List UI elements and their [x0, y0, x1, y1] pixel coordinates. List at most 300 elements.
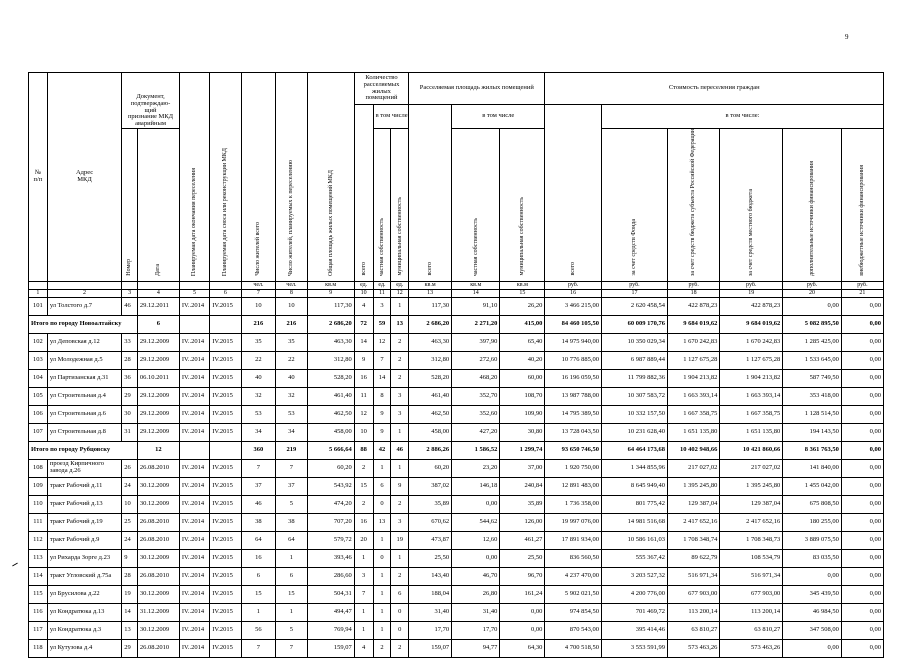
column-number-cell: 21: [841, 289, 883, 297]
table-cell: 53: [241, 405, 276, 423]
header-rooms-total: всего: [360, 262, 367, 276]
table-cell: 0,00: [841, 297, 883, 315]
table-cell: 10 350 029,34: [601, 333, 667, 351]
table-cell: 6: [276, 567, 307, 585]
table-cell: 64 464 173,68: [601, 441, 667, 459]
table-cell: 2: [391, 495, 409, 513]
table-cell: IV.2015: [210, 333, 241, 351]
address-cell: тракт Рабочий д.19: [47, 513, 121, 531]
table-cell: 115: [29, 585, 48, 603]
table-cell: 1: [373, 585, 391, 603]
header-rooms-total-cell: [354, 105, 373, 282]
unit-cell: [29, 281, 48, 289]
table-cell: 474,20: [307, 495, 354, 513]
header-rooms-count: Количество расселяемых жилых помещений: [354, 73, 408, 105]
table-cell: 2: [373, 639, 391, 657]
table-cell: 579,72: [307, 531, 354, 549]
table-cell: 5 082 895,50: [783, 315, 842, 333]
header-region-budget: за счет средств бюджета субъекта Российской Федерации: [690, 129, 697, 276]
table-cell: 60,20: [307, 459, 354, 477]
header-extrabudget-cell: [841, 129, 883, 282]
table-cell: 458,00: [409, 423, 452, 441]
table-cell: 312,80: [409, 351, 452, 369]
address-cell: тракт Рабочий д.13: [47, 495, 121, 513]
header-cost-total: всего: [570, 262, 577, 276]
address-cell: тракт Угловский д.75а: [47, 567, 121, 585]
table-cell: 312,80: [307, 351, 354, 369]
table-cell: 352,60: [452, 405, 500, 423]
table-cell: 0,00: [783, 639, 842, 657]
header-doc-date-cell: [137, 129, 179, 282]
table-cell: 83 035,50: [783, 549, 842, 567]
table-row: [29, 351, 884, 369]
table-row: [29, 387, 884, 405]
address-cell: тракт Рабочий д.9: [47, 531, 121, 549]
table-cell: 2: [354, 495, 373, 513]
table-cell: 108,70: [500, 387, 545, 405]
unit-cell: руб.: [783, 281, 842, 289]
table-cell: 5 902 021,50: [545, 585, 602, 603]
table-row: [29, 459, 884, 477]
table-cell: 20: [354, 531, 373, 549]
table-cell: 37: [241, 477, 276, 495]
table-cell: 14: [373, 369, 391, 387]
table-cell: 29.12.2009: [137, 351, 179, 369]
table-cell: 108 534,79: [720, 549, 783, 567]
column-number-cell: 11: [373, 289, 391, 297]
table-cell: 1 708 348,74: [667, 531, 719, 549]
table-cell: 84 460 105,50: [545, 315, 602, 333]
table-cell: 107: [29, 423, 48, 441]
header-area-total-cell: [409, 105, 452, 282]
table-cell: 25,50: [409, 549, 452, 567]
table-cell: 0,00: [783, 567, 842, 585]
table-cell: IV..2014: [179, 621, 209, 639]
header-cost: Стоимость переселения граждан: [545, 73, 884, 105]
table-cell: 12: [137, 441, 179, 459]
table-cell: 4 200 776,00: [601, 585, 667, 603]
table-cell: 6: [373, 477, 391, 495]
table-cell: 219: [276, 441, 307, 459]
table-cell: 32: [276, 387, 307, 405]
table-cell: 587 749,50: [783, 369, 842, 387]
table-cell: 10 402 948,66: [667, 441, 719, 459]
table-cell: 353 418,00: [783, 387, 842, 405]
address-cell: ул Молодежная д.5: [47, 351, 121, 369]
table-cell: IV..2014: [179, 423, 209, 441]
table-cell: 16: [354, 513, 373, 531]
header-area-relocated: Расселяемая площадь жилых помещений: [409, 73, 545, 105]
table-cell: 35: [276, 333, 307, 351]
column-number-cell: 6: [210, 289, 241, 297]
table-cell: IV.2015: [210, 603, 241, 621]
header-planned-demolition: Планируемая дата сноса или реконструкции МКД: [222, 147, 229, 276]
table-cell: 0: [391, 621, 409, 639]
table-cell: 12,60: [452, 531, 500, 549]
table-cell: 461,27: [500, 531, 545, 549]
table-cell: 34: [276, 423, 307, 441]
table-cell: 461,40: [409, 387, 452, 405]
table-cell: 28: [122, 351, 138, 369]
table-cell: 30.12.2009: [137, 549, 179, 567]
header-no: № п/п: [29, 73, 48, 282]
table-cell: 2: [391, 333, 409, 351]
table-row: [29, 513, 884, 531]
table-cell: IV..2014: [179, 387, 209, 405]
table-cell: [210, 441, 241, 459]
table-cell: 2 417 652,16: [720, 513, 783, 531]
table-cell: 1 670 242,83: [720, 333, 783, 351]
unit-cell: руб.: [601, 281, 667, 289]
table-cell: 2 620 458,54: [601, 297, 667, 315]
table-cell: 8: [373, 387, 391, 405]
table-cell: IV.2015: [210, 513, 241, 531]
header-extra-sources-cell: [783, 129, 842, 282]
table-cell: 89 622,79: [667, 549, 719, 567]
table-cell: 415,00: [500, 315, 545, 333]
table-cell: 0,00: [841, 351, 883, 369]
table-cell: 516 971,34: [667, 567, 719, 585]
table-cell: 53: [276, 405, 307, 423]
table-cell: 19 997 076,00: [545, 513, 602, 531]
address-cell: ул Деповская д.12: [47, 333, 121, 351]
table-cell: 194 143,50: [783, 423, 842, 441]
page-number: 9: [845, 33, 849, 41]
table-cell: 104: [29, 369, 48, 387]
table-cell: 3 466 215,00: [545, 297, 602, 315]
unit-cell: [122, 281, 138, 289]
table-cell: 29.12.2009: [137, 333, 179, 351]
table-cell: 3 553 591,99: [601, 639, 667, 657]
table-cell: 0,00: [841, 639, 883, 657]
header-doc-number-cell: [122, 129, 138, 282]
table-cell: 13: [122, 621, 138, 639]
table-cell: 2: [354, 459, 373, 477]
table-cell: 114: [29, 567, 48, 585]
table-row: [29, 405, 884, 423]
table-cell: 494,47: [307, 603, 354, 621]
table-cell: 64: [241, 531, 276, 549]
table-cell: 422 878,23: [720, 297, 783, 315]
table-cell: 0,00: [500, 621, 545, 639]
table-cell: [179, 315, 209, 333]
table-cell: 1 533 645,00: [783, 351, 842, 369]
table-cell: 3: [354, 567, 373, 585]
table-cell: 9: [354, 351, 373, 369]
header-document: Документ, подтверждаю- щий признание МКД аварийным: [122, 73, 180, 129]
table-cell: IV..2014: [179, 369, 209, 387]
table-cell: 528,20: [307, 369, 354, 387]
table-cell: 15: [354, 477, 373, 495]
table-cell: 29.12.2011: [137, 297, 179, 315]
table-cell: IV..2014: [179, 639, 209, 657]
table-row: [29, 567, 884, 585]
table-cell: 10 421 860,66: [720, 441, 783, 459]
table-cell: 6 987 889,44: [601, 351, 667, 369]
table-row: [29, 369, 884, 387]
table-cell: 159,07: [409, 639, 452, 657]
header-area-private: частная собственность: [472, 217, 479, 276]
table-cell: 2: [391, 567, 409, 585]
table-cell: 109,90: [500, 405, 545, 423]
table-cell: 0: [373, 549, 391, 567]
table-cell: 30: [122, 405, 138, 423]
table-cell: 427,20: [452, 423, 500, 441]
table-cell: 5 666,64: [307, 441, 354, 459]
table-row: [29, 423, 884, 441]
table-cell: 6: [137, 315, 179, 333]
address-cell: ул Кутузова д.4: [47, 639, 121, 657]
table-cell: 26.08.2010: [137, 513, 179, 531]
address-cell: ул Строительная д.4: [47, 387, 121, 405]
table-cell: IV.2015: [210, 351, 241, 369]
table-cell: 9: [373, 423, 391, 441]
table-cell: 0: [391, 603, 409, 621]
header-planned-demolition-cell: [210, 73, 241, 282]
table-cell: 3: [391, 405, 409, 423]
table-row: [29, 603, 884, 621]
table-cell: 117,30: [409, 297, 452, 315]
table-cell: 35: [241, 333, 276, 351]
header-residents-total-cell: [241, 73, 276, 282]
table-cell: 217 027,02: [720, 459, 783, 477]
table-cell: 17,70: [409, 621, 452, 639]
table-cell: 29: [122, 387, 138, 405]
table-cell: 102: [29, 333, 48, 351]
table-cell: 16: [354, 369, 373, 387]
table-cell: 32: [241, 387, 276, 405]
table-cell: 2 886,26: [409, 441, 452, 459]
unit-cell: руб.: [667, 281, 719, 289]
table-cell: 26: [122, 459, 138, 477]
table-cell: 24: [122, 531, 138, 549]
table-cell: 13: [373, 513, 391, 531]
header-local-budget: за счет средств местного бюджета: [748, 188, 755, 276]
column-numbers-row: [29, 289, 884, 297]
table-cell: IV..2014: [179, 297, 209, 315]
table-cell: 0,00: [841, 405, 883, 423]
table-cell: 1: [373, 567, 391, 585]
table-cell: 0,00: [841, 531, 883, 549]
table-cell: 1: [354, 603, 373, 621]
table-cell: 10 776 885,00: [545, 351, 602, 369]
table-cell: 10 332 157,50: [601, 405, 667, 423]
column-number-cell: 3: [122, 289, 138, 297]
table-cell: 10 307 583,72: [601, 387, 667, 405]
table-cell: IV..2014: [179, 495, 209, 513]
table-cell: 1 663 393,14: [720, 387, 783, 405]
table-cell: 0,00: [841, 315, 883, 333]
table-cell: 216: [241, 315, 276, 333]
table-cell: 26.08.2010: [137, 567, 179, 585]
table-cell: IV.2015: [210, 495, 241, 513]
table-cell: 29.12.2009: [137, 387, 179, 405]
table-cell: 108: [29, 459, 48, 477]
table-cell: 463,30: [409, 333, 452, 351]
table-cell: 1 904 213,82: [720, 369, 783, 387]
table-cell: 40: [276, 369, 307, 387]
table-cell: 1: [241, 603, 276, 621]
table-cell: 118: [29, 639, 48, 657]
table-cell: 1 904 213,82: [667, 369, 719, 387]
table-cell: 422 878,23: [667, 297, 719, 315]
table-cell: 25: [122, 513, 138, 531]
table-cell: 217 027,02: [667, 459, 719, 477]
table-cell: 6: [391, 585, 409, 603]
table-cell: 159,07: [307, 639, 354, 657]
units-row: [29, 281, 884, 289]
table-cell: 8 361 763,50: [783, 441, 842, 459]
unit-cell: кв.м: [409, 281, 452, 289]
table-cell: 30.12.2009: [137, 477, 179, 495]
table-cell: 26.08.2010: [137, 531, 179, 549]
table-cell: 0,00: [841, 603, 883, 621]
table-cell: 395 414,46: [601, 621, 667, 639]
table-cell: 46: [122, 297, 138, 315]
table-cell: 9 684 019,62: [667, 315, 719, 333]
table-cell: 111: [29, 513, 48, 531]
table-cell: 30.12.2009: [137, 585, 179, 603]
table-cell: 1 395 245,80: [667, 477, 719, 495]
table-cell: 24: [122, 477, 138, 495]
table-cell: 59: [373, 315, 391, 333]
table-cell: 1: [391, 459, 409, 477]
header-doc-number: Номер: [126, 259, 133, 276]
table-cell: 0,00: [841, 387, 883, 405]
table-row: [29, 531, 884, 549]
header-address: Адрес МКД: [47, 73, 121, 282]
table-cell: 0,00: [500, 603, 545, 621]
table-cell: 1: [276, 603, 307, 621]
column-number-cell: 17: [601, 289, 667, 297]
table-cell: 7: [276, 459, 307, 477]
header-extra-sources: дополнительные источники финансирования: [808, 160, 815, 276]
table-cell: 1: [373, 459, 391, 477]
table-cell: 2 417 652,16: [667, 513, 719, 531]
column-number-cell: 10: [354, 289, 373, 297]
table-cell: 1 708 348,73: [720, 531, 783, 549]
table-cell: 10 231 628,40: [601, 423, 667, 441]
table-cell: 707,20: [307, 513, 354, 531]
header-area-including: в том числе: [452, 105, 545, 129]
table-cell: 2: [391, 639, 409, 657]
table-cell: 286,60: [307, 567, 354, 585]
table-cell: 31.12.2009: [137, 603, 179, 621]
table-cell: 3: [391, 387, 409, 405]
table-cell: 0,00: [841, 369, 883, 387]
table-cell: 468,20: [452, 369, 500, 387]
table-cell: IV.2015: [210, 423, 241, 441]
table-cell: IV..2014: [179, 513, 209, 531]
table-cell: 345 439,50: [783, 585, 842, 603]
address-cell: ул Кондратюка д.3: [47, 621, 121, 639]
table-cell: 4 700 518,50: [545, 639, 602, 657]
table-cell: 3 203 527,32: [601, 567, 667, 585]
address-cell: тракт Рабочий д.11: [47, 477, 121, 495]
table-cell: 93 650 746,50: [545, 441, 602, 459]
header-rooms-private-cell: [373, 129, 391, 282]
unit-cell: [179, 281, 209, 289]
table-cell: 1 920 750,00: [545, 459, 602, 477]
total-row: [29, 315, 884, 333]
table-cell: 974 854,50: [545, 603, 602, 621]
table-row: [29, 621, 884, 639]
table-cell: 64,30: [500, 639, 545, 657]
table-cell: 463,30: [307, 333, 354, 351]
header-residents-planned-cell: [276, 73, 307, 282]
column-number-cell: 20: [783, 289, 842, 297]
unit-cell: руб.: [720, 281, 783, 289]
table-cell: 769,94: [307, 621, 354, 639]
table-cell: 35,89: [500, 495, 545, 513]
table-cell: 5: [276, 495, 307, 513]
table-cell: 0: [373, 495, 391, 513]
table-cell: 33: [122, 333, 138, 351]
table-cell: 1 299,74: [500, 441, 545, 459]
table-cell: 103: [29, 351, 48, 369]
table-cell: 60,20: [409, 459, 452, 477]
table-cell: 26.08.2010: [137, 639, 179, 657]
table-cell: 06.10.2011: [137, 369, 179, 387]
table-cell: 0,00: [841, 567, 883, 585]
table-cell: 216: [276, 315, 307, 333]
table-cell: 4: [354, 639, 373, 657]
table-row: [29, 585, 884, 603]
table-cell: 2 686,20: [307, 315, 354, 333]
table-cell: 31,40: [409, 603, 452, 621]
table-cell: 2 271,20: [452, 315, 500, 333]
table-cell: 11: [354, 387, 373, 405]
table-cell: 28: [122, 567, 138, 585]
table-cell: 870 543,00: [545, 621, 602, 639]
table-cell: 46: [391, 441, 409, 459]
table-cell: 9: [391, 477, 409, 495]
table-cell: 65,40: [500, 333, 545, 351]
table-cell: 7: [354, 585, 373, 603]
table-cell: 34: [241, 423, 276, 441]
column-number-cell: 1: [29, 289, 48, 297]
table-cell: 64: [276, 531, 307, 549]
table-cell: IV..2014: [179, 567, 209, 585]
table-cell: 1 586,52: [452, 441, 500, 459]
table-cell: 37,00: [500, 459, 545, 477]
table-cell: 141 840,00: [783, 459, 842, 477]
table-cell: 10 586 161,03: [601, 531, 667, 549]
table-row: [29, 297, 884, 315]
header-region-budget-cell: [667, 129, 719, 282]
total-label: Итого по городу Новоалтайску: [29, 315, 138, 333]
table-cell: 10: [241, 297, 276, 315]
table-cell: 1: [373, 621, 391, 639]
table-cell: 0,00: [841, 423, 883, 441]
table-cell: 40,20: [500, 351, 545, 369]
table-cell: 1 127 675,28: [720, 351, 783, 369]
table-cell: 10: [122, 495, 138, 513]
table-cell: 60 009 170,76: [601, 315, 667, 333]
table-cell: 30.12.2009: [137, 621, 179, 639]
table-cell: 360: [241, 441, 276, 459]
table-cell: 573 463,26: [720, 639, 783, 657]
column-number-cell: 7: [241, 289, 276, 297]
table-cell: 88: [354, 441, 373, 459]
table-cell: 129 387,04: [667, 495, 719, 513]
table-body: [29, 297, 884, 657]
table-cell: 670,62: [409, 513, 452, 531]
table-cell: 19: [122, 585, 138, 603]
table-cell: 9 684 019,62: [720, 315, 783, 333]
table-cell: 1 285 425,00: [783, 333, 842, 351]
table-cell: 677 903,00: [667, 585, 719, 603]
